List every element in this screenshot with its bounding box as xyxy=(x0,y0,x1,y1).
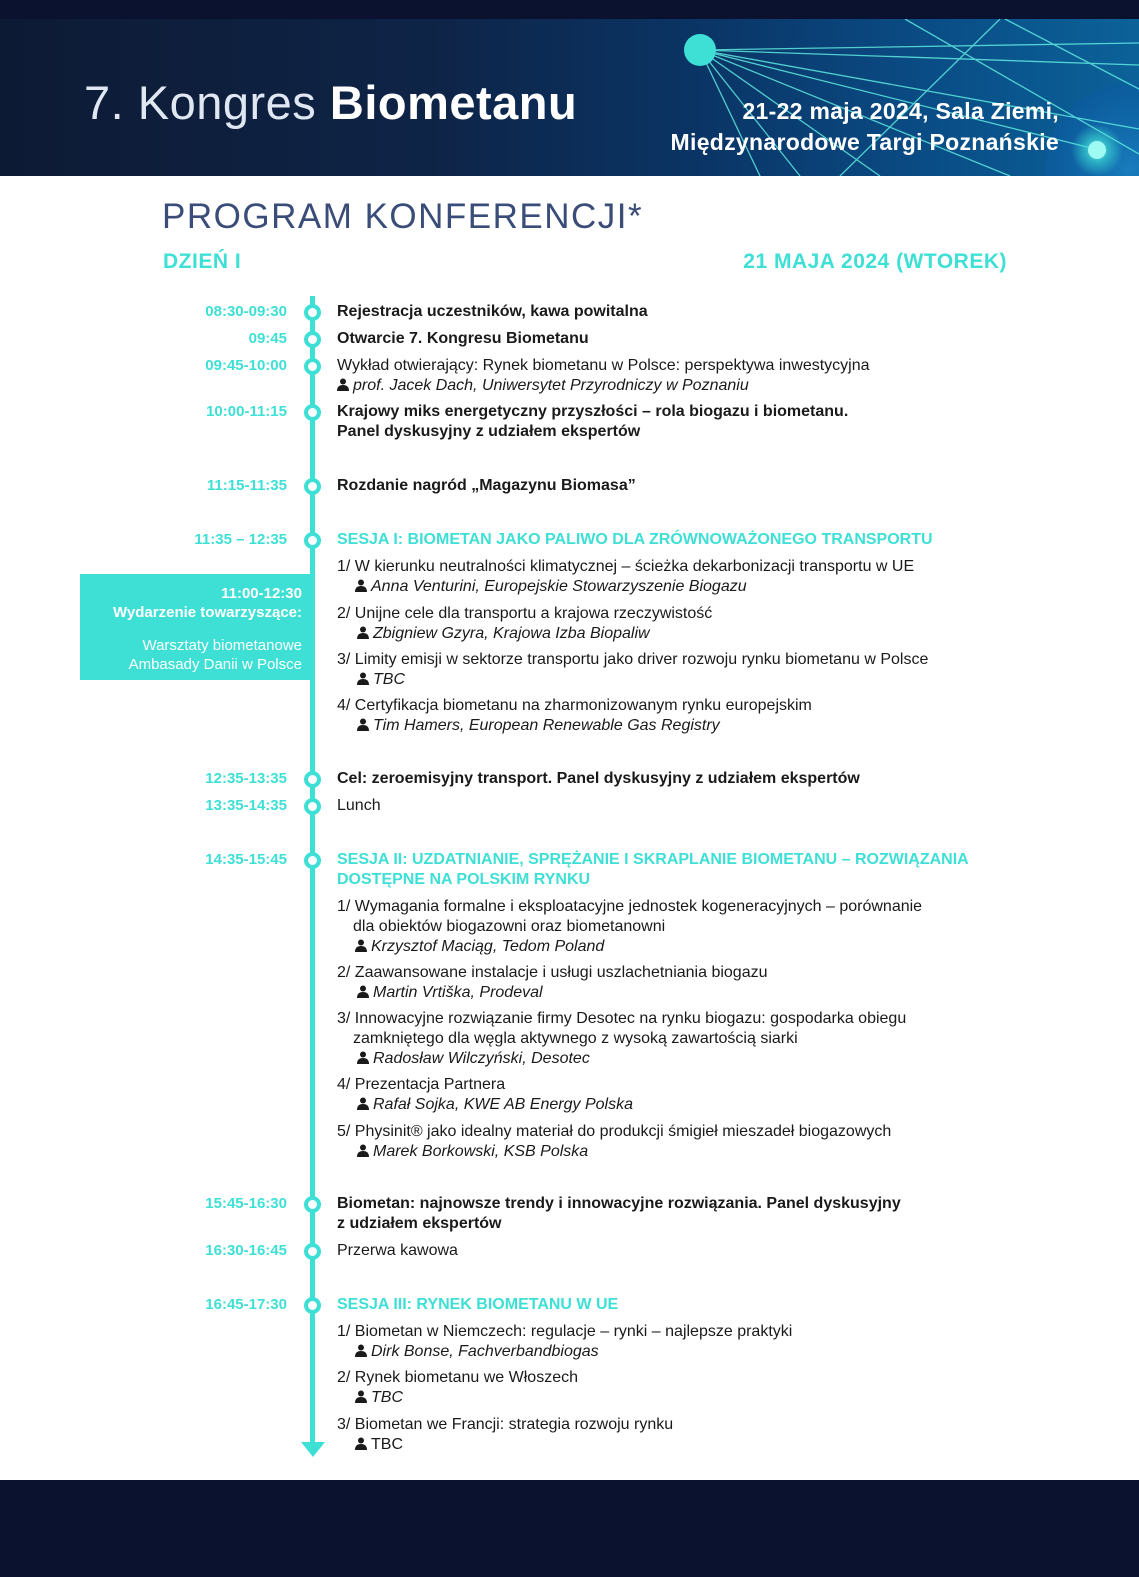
talk-item xyxy=(337,963,1017,1003)
agenda-title: Przerwa kawowa xyxy=(337,1242,458,1259)
event-location: Międzynarodowe Targi Poznańskie xyxy=(670,129,1059,155)
agenda-title: Rozdanie nagród „Magazynu Biomasa” xyxy=(337,477,636,494)
timeline-dot xyxy=(304,1297,321,1314)
timeline-arrow-icon xyxy=(301,1442,325,1457)
footer-band xyxy=(0,1480,1139,1577)
person-icon xyxy=(357,626,369,639)
event-info xyxy=(671,96,1059,158)
speaker xyxy=(337,624,1017,644)
agenda-title-line: Biometan: najnowsze trendy i innowacyjne rozwiązania. Panel dyskusyjny xyxy=(337,1195,901,1212)
agenda-time: 12:35-13:35 xyxy=(205,770,287,787)
session-title-line: SESJA II: UZDATNIANIE, SPRĘŻANIE I SKRAPLANIE BIOMETANU – ROZWIĄZANIA xyxy=(337,851,969,868)
agenda-entry xyxy=(337,356,1017,396)
speaker xyxy=(337,577,1017,597)
agenda-time: 08:30-09:30 xyxy=(205,303,287,320)
person-icon xyxy=(337,378,349,391)
speaker-name: Anna Venturini, Europejskie Stowarzyszenie Biogazu xyxy=(371,578,747,595)
timeline-dot xyxy=(304,1243,321,1260)
person-icon xyxy=(355,1390,367,1403)
agenda-title: Wykład otwierający: Rynek biometanu w Polsce: perspektywa inwestycyjna xyxy=(337,357,870,374)
agenda-title-line: Krajowy miks energetyczny przyszłości – rola biogazu i biometanu. xyxy=(337,403,849,420)
talk-item xyxy=(337,1009,1017,1069)
agenda-time: 14:35-15:45 xyxy=(205,851,287,868)
agenda-entry xyxy=(337,402,1017,442)
speaker-name: Tim Hamers, European Renewable Gas Registry xyxy=(373,717,720,734)
speaker-name: Martin Vrtiška, Prodeval xyxy=(373,984,543,1001)
speaker-name: TBC xyxy=(373,671,405,688)
person-icon xyxy=(355,1437,367,1450)
person-icon xyxy=(357,672,369,685)
agenda-time: 16:30-16:45 xyxy=(205,1242,287,1259)
talk-item xyxy=(337,696,1017,736)
talk-title-cont: dla obiektów biogazowni oraz biometanowni xyxy=(353,918,666,935)
agenda-time: 16:45-17:30 xyxy=(205,1296,287,1313)
title-bold-part: Biometanu xyxy=(329,76,578,129)
agenda-title: Lunch xyxy=(337,797,381,814)
person-icon xyxy=(357,1144,369,1157)
speaker xyxy=(337,1435,1017,1455)
timeline-dot xyxy=(304,852,321,869)
program-title: PROGRAM KONFERENCJI* xyxy=(162,197,644,236)
talk-title: 3/ Biometan we Francji: strategia rozwoju rynku xyxy=(337,1416,674,1433)
timeline-dot xyxy=(304,478,321,495)
agenda-title-line: z udziałem ekspertów xyxy=(337,1215,502,1232)
talk-title: 2/ Unijne cele dla transportu a krajowa rzeczywistość xyxy=(337,605,713,622)
person-icon xyxy=(355,939,367,952)
agenda-title: Otwarcie 7. Kongresu Biometanu xyxy=(337,330,589,347)
congress-title xyxy=(84,75,577,130)
timeline-dot xyxy=(304,532,321,549)
person-icon xyxy=(355,579,367,592)
agenda-time: 11:15-11:35 xyxy=(206,477,287,494)
side-event-box xyxy=(80,574,310,680)
speaker-name: prof. Jacek Dach, Uniwersytet Przyrodniczy w Poznaniu xyxy=(353,377,749,394)
talk-item xyxy=(337,1075,1017,1115)
talk-title: 4/ Certyfikacja biometanu na zharmonizowanym rynku europejskim xyxy=(337,697,812,714)
speaker xyxy=(337,1095,1017,1115)
agenda-time: 09:45 xyxy=(248,330,287,347)
speaker xyxy=(337,1342,1017,1362)
talk-title: 3/ Limity emisji w sektorze transportu jako driver rozwoju rynku biometanu w Polsce xyxy=(337,651,929,668)
speaker-name: Dirk Bonse, Fachverbandbiogas xyxy=(371,1343,599,1360)
session-title: SESJA III: RYNEK BIOMETANU W UE xyxy=(337,1296,619,1313)
talk-title: 3/ Innowacyjne rozwiązanie firmy Desotec na rynku biogazu: gospodarka obiegu xyxy=(337,1010,907,1027)
talk-item xyxy=(337,1415,1017,1455)
day-label: DZIEŃ I xyxy=(163,250,242,273)
speaker xyxy=(337,1142,1017,1162)
speaker-name: Radosław Wilczyński, Desotec xyxy=(373,1050,590,1067)
agenda-time: 09:45-10:00 xyxy=(205,357,287,374)
side-event-time: 11:00-12:30 xyxy=(221,585,302,602)
top-strip xyxy=(0,0,1139,19)
agenda-title-line: Panel dyskusyjny z udziałem ekspertów xyxy=(337,423,641,440)
talk-title: 4/ Prezentacja Partnera xyxy=(337,1076,506,1093)
speaker-name: Rafał Sojka, KWE AB Energy Polska xyxy=(373,1096,633,1113)
agenda-time: 13:35-14:35 xyxy=(205,797,287,814)
person-icon xyxy=(357,1097,369,1110)
agenda-time: 15:45-16:30 xyxy=(205,1195,287,1212)
timeline-dot xyxy=(304,1196,321,1213)
agenda-entry xyxy=(337,1194,1017,1234)
agenda-title: Cel: zeroemisyjny transport. Panel dyskusyjny z udziałem ekspertów xyxy=(337,770,860,787)
agenda-time: 11:35 – 12:35 xyxy=(194,531,287,548)
talk-title-cont: zamkniętego dla węgla aktywnego z wysoką zawartością siarki xyxy=(353,1030,798,1047)
side-event-desc xyxy=(80,636,302,674)
talk-item xyxy=(337,897,1017,957)
talk-title: 2/ Zaawansowane instalacje i usługi uszlachetniania biogazu xyxy=(337,964,768,981)
speaker xyxy=(337,983,1017,1003)
speaker-name: Krzysztof Maciąg, Tedom Poland xyxy=(371,938,605,955)
agenda-time: 10:00-11:15 xyxy=(206,403,287,420)
person-icon xyxy=(357,718,369,731)
timeline-dot xyxy=(304,331,321,348)
talk-item xyxy=(337,557,1017,597)
speaker-name: Marek Borkowski, KSB Polska xyxy=(373,1143,589,1160)
person-icon xyxy=(357,985,369,998)
timeline-dot xyxy=(304,304,321,321)
timeline-line xyxy=(310,296,315,1444)
speaker xyxy=(337,1388,1017,1408)
speaker xyxy=(337,376,1017,396)
timeline-dot xyxy=(304,404,321,421)
talk-title: 1/ Biometan w Niemczech: regulacje – rynki – najlepsze praktyki xyxy=(337,1323,793,1340)
talk-title: 1/ W kierunku neutralności klimatycznej – ścieżka dekarbonizacji transportu w UE xyxy=(337,558,915,575)
event-date-venue: 21-22 maja 2024, Sala Ziemi, xyxy=(742,98,1059,124)
speaker xyxy=(337,937,1017,957)
talk-item xyxy=(337,1368,1017,1408)
timeline-dot xyxy=(304,771,321,788)
speaker xyxy=(337,716,1017,736)
timeline-dot xyxy=(304,358,321,375)
talk-title: 1/ Wymagania formalne i eksploatacyjne jednostek kogeneracyjnych – porównanie xyxy=(337,898,923,915)
speaker xyxy=(337,670,1017,690)
talk-item xyxy=(337,1122,1017,1162)
talk-item xyxy=(337,604,1017,644)
day-date: 21 MAJA 2024 (WTOREK) xyxy=(743,250,1007,273)
talk-title: 5/ Physinit® jako idealny materiał do produkcji śmigieł mieszadeł biogazowych xyxy=(337,1123,892,1140)
speaker-name: Zbigniew Gzyra, Krajowa Izba Biopaliw xyxy=(373,625,650,642)
title-light-part: 7. Kongres xyxy=(84,76,330,129)
person-icon xyxy=(357,1051,369,1064)
talk-item xyxy=(337,650,1017,690)
speaker-name: TBC xyxy=(371,1436,403,1453)
speaker xyxy=(337,1049,1017,1069)
timeline-dot xyxy=(304,798,321,815)
session-title xyxy=(337,850,1017,890)
agenda-title: Rejestracja uczestników, kawa powitalna xyxy=(337,303,648,320)
person-icon xyxy=(355,1344,367,1357)
talk-item xyxy=(337,1322,1017,1362)
side-event-desc-line: Warsztaty biometanowe xyxy=(142,637,302,654)
header-banner xyxy=(0,19,1139,176)
side-event-title: Wydarzenie towarzyszące: xyxy=(113,604,302,621)
side-event-desc-line: Ambasady Danii w Polsce xyxy=(128,656,302,673)
session-title-line: DOSTĘPNE NA POLSKIM RYNKU xyxy=(337,871,591,888)
talk-title: 2/ Rynek biometanu we Włoszech xyxy=(337,1369,578,1386)
session-title: SESJA I: BIOMETAN JAKO PALIWO DLA ZRÓWNOWAŻONEGO TRANSPORTU xyxy=(337,531,933,548)
speaker-name: TBC xyxy=(371,1389,403,1406)
